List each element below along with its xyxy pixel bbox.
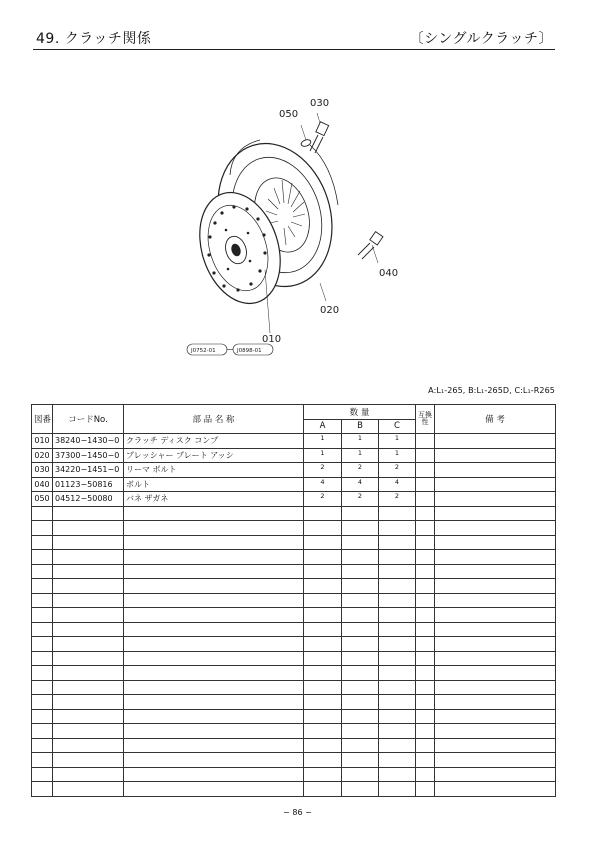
cell-fig-no bbox=[32, 550, 53, 565]
cell-qty-a bbox=[304, 521, 342, 536]
cell-qty-a: 2 bbox=[304, 463, 342, 478]
cell-fig-no bbox=[32, 521, 53, 536]
cell-remarks bbox=[435, 782, 556, 797]
table-row-empty bbox=[32, 564, 556, 579]
cell-compat bbox=[416, 709, 435, 724]
cell-part-name bbox=[124, 709, 304, 724]
cell-part-name bbox=[124, 637, 304, 652]
cell-compat bbox=[416, 651, 435, 666]
cell-part-name bbox=[124, 782, 304, 797]
cell-qty-c bbox=[379, 666, 416, 681]
cell-qty-c bbox=[379, 579, 416, 594]
cell-remarks bbox=[435, 506, 556, 521]
cell-qty-b bbox=[342, 564, 379, 579]
cell-code-no: 34220−1451−0 bbox=[53, 463, 124, 478]
cell-remarks bbox=[435, 593, 556, 608]
cell-qty-c bbox=[379, 709, 416, 724]
col-compat: 互換性 bbox=[416, 405, 435, 434]
cell-qty-a: 1 bbox=[304, 448, 342, 463]
cell-qty-c bbox=[379, 767, 416, 782]
table-row-empty bbox=[32, 709, 556, 724]
cell-remarks bbox=[435, 550, 556, 565]
cell-remarks bbox=[435, 477, 556, 492]
model-legend: A:L₁-265, B:L₁-265D, C:L₁-R265 bbox=[428, 386, 555, 395]
cell-code-no: 37300−1450−0 bbox=[53, 448, 124, 463]
cell-qty-c: 2 bbox=[379, 463, 416, 478]
cell-qty-b bbox=[342, 782, 379, 797]
cell-fig-no bbox=[32, 666, 53, 681]
cell-compat bbox=[416, 782, 435, 797]
cell-fig-no: 040 bbox=[32, 477, 53, 492]
cell-qty-a: 4 bbox=[304, 477, 342, 492]
cell-qty-b: 1 bbox=[342, 434, 379, 449]
cell-code-no: 04512−50080 bbox=[53, 492, 124, 507]
cell-qty-a: 1 bbox=[304, 434, 342, 449]
col-remarks: 備 考 bbox=[435, 405, 556, 434]
table-row-empty bbox=[32, 521, 556, 536]
cell-code-no bbox=[53, 767, 124, 782]
cell-remarks bbox=[435, 463, 556, 478]
cell-fig-no: 050 bbox=[32, 492, 53, 507]
col-code-no: コードNo. bbox=[53, 405, 124, 434]
cell-code-no bbox=[53, 753, 124, 768]
cell-code-no bbox=[53, 666, 124, 681]
reference-codes bbox=[187, 344, 273, 355]
cell-code-no bbox=[53, 564, 124, 579]
cell-fig-no: 030 bbox=[32, 463, 53, 478]
cell-qty-b bbox=[342, 622, 379, 637]
cell-compat bbox=[416, 521, 435, 536]
cell-fig-no bbox=[32, 506, 53, 521]
cell-code-no bbox=[53, 506, 124, 521]
table-row-empty bbox=[32, 680, 556, 695]
cell-part-name bbox=[124, 724, 304, 739]
table-row-empty bbox=[32, 695, 556, 710]
cell-fig-no bbox=[32, 709, 53, 724]
cell-compat bbox=[416, 593, 435, 608]
cell-qty-a bbox=[304, 695, 342, 710]
cell-qty-c bbox=[379, 521, 416, 536]
cell-code-no bbox=[53, 535, 124, 550]
ref-code-2: J0898-01 bbox=[237, 348, 262, 354]
cell-compat bbox=[416, 767, 435, 782]
cell-compat bbox=[416, 680, 435, 695]
cell-qty-b: 4 bbox=[342, 477, 379, 492]
cell-qty-c bbox=[379, 506, 416, 521]
bolt-040-drawing bbox=[358, 232, 383, 259]
cell-compat bbox=[416, 753, 435, 768]
cell-qty-a: 2 bbox=[304, 492, 342, 507]
cell-remarks bbox=[435, 695, 556, 710]
page-subtitle: 〔シングルクラッチ〕 bbox=[409, 31, 553, 47]
cell-part-name bbox=[124, 564, 304, 579]
col-quantity: 数 量 bbox=[304, 405, 416, 420]
cell-remarks bbox=[435, 579, 556, 594]
cell-remarks bbox=[435, 521, 556, 536]
cell-qty-c: 2 bbox=[379, 492, 416, 507]
cell-qty-a bbox=[304, 535, 342, 550]
cell-code-no bbox=[53, 550, 124, 565]
cell-qty-a bbox=[304, 593, 342, 608]
cell-code-no bbox=[53, 622, 124, 637]
cell-fig-no bbox=[32, 564, 53, 579]
cell-fig-no bbox=[32, 622, 53, 637]
cell-part-name bbox=[124, 579, 304, 594]
cell-qty-a bbox=[304, 738, 342, 753]
table-row-empty bbox=[32, 506, 556, 521]
cell-part-name bbox=[124, 506, 304, 521]
cell-qty-a bbox=[304, 579, 342, 594]
cell-part-name bbox=[124, 608, 304, 623]
cell-code-no: 38240−1430−0 bbox=[53, 434, 124, 449]
cell-qty-c bbox=[379, 695, 416, 710]
cell-compat bbox=[416, 666, 435, 681]
cell-qty-b bbox=[342, 637, 379, 652]
cell-qty-b bbox=[342, 680, 379, 695]
cell-qty-c bbox=[379, 651, 416, 666]
cell-compat bbox=[416, 724, 435, 739]
table-row-empty bbox=[32, 579, 556, 594]
cell-remarks bbox=[435, 637, 556, 652]
cell-remarks bbox=[435, 651, 556, 666]
table-row-empty bbox=[32, 608, 556, 623]
cell-part-name: プレッシャー プレート アッシ bbox=[124, 448, 304, 463]
table-row-empty bbox=[32, 593, 556, 608]
cell-qty-a bbox=[304, 724, 342, 739]
cell-qty-c bbox=[379, 550, 416, 565]
cell-remarks bbox=[435, 448, 556, 463]
callout-050: 050 bbox=[279, 109, 299, 120]
cell-qty-b bbox=[342, 579, 379, 594]
cell-fig-no bbox=[32, 680, 53, 695]
table-row-empty bbox=[32, 666, 556, 681]
cell-qty-a bbox=[304, 709, 342, 724]
cell-qty-c bbox=[379, 535, 416, 550]
cell-remarks bbox=[435, 608, 556, 623]
cell-qty-c: 1 bbox=[379, 448, 416, 463]
cell-compat bbox=[416, 492, 435, 507]
callout-040: 040 bbox=[379, 268, 399, 279]
cell-qty-a bbox=[304, 622, 342, 637]
cell-qty-a bbox=[304, 608, 342, 623]
cell-fig-no bbox=[32, 782, 53, 797]
cell-part-name bbox=[124, 738, 304, 753]
cell-code-no bbox=[53, 782, 124, 797]
callout-030: 030 bbox=[310, 98, 330, 109]
cell-qty-b: 2 bbox=[342, 492, 379, 507]
cell-remarks bbox=[435, 709, 556, 724]
cell-compat bbox=[416, 506, 435, 521]
cell-part-name bbox=[124, 550, 304, 565]
table-row-empty bbox=[32, 724, 556, 739]
cell-qty-c bbox=[379, 622, 416, 637]
cell-compat bbox=[416, 434, 435, 449]
table-row-empty bbox=[32, 738, 556, 753]
cell-part-name: リーマ ボルト bbox=[124, 463, 304, 478]
cell-qty-b bbox=[342, 535, 379, 550]
cell-remarks bbox=[435, 622, 556, 637]
cell-code-no bbox=[53, 579, 124, 594]
table-header bbox=[32, 405, 556, 434]
cell-part-name bbox=[124, 680, 304, 695]
cell-compat bbox=[416, 637, 435, 652]
table-row bbox=[32, 434, 556, 449]
cell-qty-c bbox=[379, 724, 416, 739]
cell-qty-b bbox=[342, 695, 379, 710]
cell-compat bbox=[416, 463, 435, 478]
cell-qty-c bbox=[379, 637, 416, 652]
col-qty-b: B bbox=[342, 419, 379, 434]
cell-qty-a bbox=[304, 767, 342, 782]
cell-fig-no bbox=[32, 753, 53, 768]
cell-code-no bbox=[53, 695, 124, 710]
cell-part-name bbox=[124, 535, 304, 550]
cell-fig-no bbox=[32, 695, 53, 710]
clutch-exploded-diagram bbox=[160, 85, 420, 375]
cell-code-no bbox=[53, 680, 124, 695]
cell-remarks bbox=[435, 434, 556, 449]
cell-qty-c bbox=[379, 782, 416, 797]
cell-fig-no bbox=[32, 651, 53, 666]
cell-code-no bbox=[53, 709, 124, 724]
table-row-empty bbox=[32, 550, 556, 565]
table-row-empty bbox=[32, 651, 556, 666]
cell-code-no bbox=[53, 637, 124, 652]
cell-fig-no bbox=[32, 767, 53, 782]
table-row bbox=[32, 448, 556, 463]
cell-qty-b bbox=[342, 550, 379, 565]
cell-fig-no: 020 bbox=[32, 448, 53, 463]
cell-qty-c bbox=[379, 593, 416, 608]
cell-qty-b bbox=[342, 724, 379, 739]
cell-part-name bbox=[124, 593, 304, 608]
cell-qty-b bbox=[342, 767, 379, 782]
cell-compat bbox=[416, 550, 435, 565]
cell-qty-b bbox=[342, 709, 379, 724]
cell-qty-b bbox=[342, 593, 379, 608]
cell-qty-b bbox=[342, 521, 379, 536]
cell-compat bbox=[416, 564, 435, 579]
cell-qty-a bbox=[304, 666, 342, 681]
cell-qty-c bbox=[379, 738, 416, 753]
cell-fig-no bbox=[32, 608, 53, 623]
cell-remarks bbox=[435, 666, 556, 681]
table-row-empty bbox=[32, 637, 556, 652]
col-fig-no: 図番 bbox=[32, 405, 53, 434]
cell-qty-c: 4 bbox=[379, 477, 416, 492]
parts-table bbox=[31, 404, 556, 797]
col-qty-c: C bbox=[379, 419, 416, 434]
cell-qty-b bbox=[342, 666, 379, 681]
cell-qty-b bbox=[342, 608, 379, 623]
cell-qty-a bbox=[304, 506, 342, 521]
cell-remarks bbox=[435, 680, 556, 695]
callout-020: 020 bbox=[320, 305, 340, 316]
cell-part-name bbox=[124, 622, 304, 637]
cell-qty-a bbox=[304, 651, 342, 666]
cell-part-name bbox=[124, 695, 304, 710]
cell-qty-b bbox=[342, 651, 379, 666]
cell-part-name bbox=[124, 521, 304, 536]
table-row-empty bbox=[32, 622, 556, 637]
table-row bbox=[32, 463, 556, 478]
cell-qty-a bbox=[304, 680, 342, 695]
cell-qty-a bbox=[304, 550, 342, 565]
cell-compat bbox=[416, 608, 435, 623]
cell-code-no bbox=[53, 593, 124, 608]
cell-qty-b: 2 bbox=[342, 463, 379, 478]
cell-remarks bbox=[435, 738, 556, 753]
cell-code-no bbox=[53, 608, 124, 623]
cell-part-name: バネ ザガネ bbox=[124, 492, 304, 507]
cell-fig-no bbox=[32, 637, 53, 652]
col-qty-a: A bbox=[304, 419, 342, 434]
cell-fig-no bbox=[32, 593, 53, 608]
cell-qty-a bbox=[304, 637, 342, 652]
callout-010: 010 bbox=[262, 334, 282, 345]
cell-compat bbox=[416, 738, 435, 753]
cell-qty-c bbox=[379, 608, 416, 623]
cell-qty-a bbox=[304, 564, 342, 579]
cell-qty-a bbox=[304, 753, 342, 768]
reamer-bolt-drawing bbox=[300, 122, 328, 153]
cell-part-name bbox=[124, 753, 304, 768]
cell-fig-no bbox=[32, 724, 53, 739]
cell-code-no: 01123−50816 bbox=[53, 477, 124, 492]
table-row bbox=[32, 492, 556, 507]
cell-qty-b bbox=[342, 738, 379, 753]
table-row bbox=[32, 477, 556, 492]
cell-compat bbox=[416, 535, 435, 550]
cell-fig-no bbox=[32, 738, 53, 753]
cell-qty-b bbox=[342, 506, 379, 521]
cell-part-name bbox=[124, 651, 304, 666]
page-number: − 86 − bbox=[283, 808, 312, 817]
cell-qty-b bbox=[342, 753, 379, 768]
page-title: 49. クラッチ関係 bbox=[36, 31, 152, 47]
ref-code-1: J0752-01 bbox=[191, 348, 216, 354]
cell-remarks bbox=[435, 535, 556, 550]
cell-remarks bbox=[435, 767, 556, 782]
col-part-name: 部 品 名 称 bbox=[124, 405, 304, 434]
cell-compat bbox=[416, 622, 435, 637]
header-rule bbox=[33, 49, 555, 50]
cell-remarks bbox=[435, 753, 556, 768]
table-row-empty bbox=[32, 535, 556, 550]
cell-remarks bbox=[435, 724, 556, 739]
cell-qty-c bbox=[379, 680, 416, 695]
cell-code-no bbox=[53, 738, 124, 753]
cell-remarks bbox=[435, 492, 556, 507]
cell-compat bbox=[416, 695, 435, 710]
cell-qty-a bbox=[304, 782, 342, 797]
cell-compat bbox=[416, 448, 435, 463]
cell-part-name bbox=[124, 666, 304, 681]
cell-code-no bbox=[53, 651, 124, 666]
table-row-empty bbox=[32, 753, 556, 768]
cell-compat bbox=[416, 579, 435, 594]
cell-part-name: ボルト bbox=[124, 477, 304, 492]
cell-qty-c bbox=[379, 564, 416, 579]
cell-qty-c: 1 bbox=[379, 434, 416, 449]
cell-compat bbox=[416, 477, 435, 492]
cell-part-name bbox=[124, 767, 304, 782]
cell-remarks bbox=[435, 564, 556, 579]
cell-fig-no bbox=[32, 535, 53, 550]
table-body bbox=[32, 434, 556, 797]
cell-code-no bbox=[53, 521, 124, 536]
cell-part-name: クラッチ ディスク コンプ bbox=[124, 434, 304, 449]
cell-code-no bbox=[53, 724, 124, 739]
table-row-empty bbox=[32, 782, 556, 797]
table-row-empty bbox=[32, 767, 556, 782]
cell-qty-b: 1 bbox=[342, 448, 379, 463]
cell-qty-c bbox=[379, 753, 416, 768]
cell-fig-no: 010 bbox=[32, 434, 53, 449]
cell-fig-no bbox=[32, 579, 53, 594]
